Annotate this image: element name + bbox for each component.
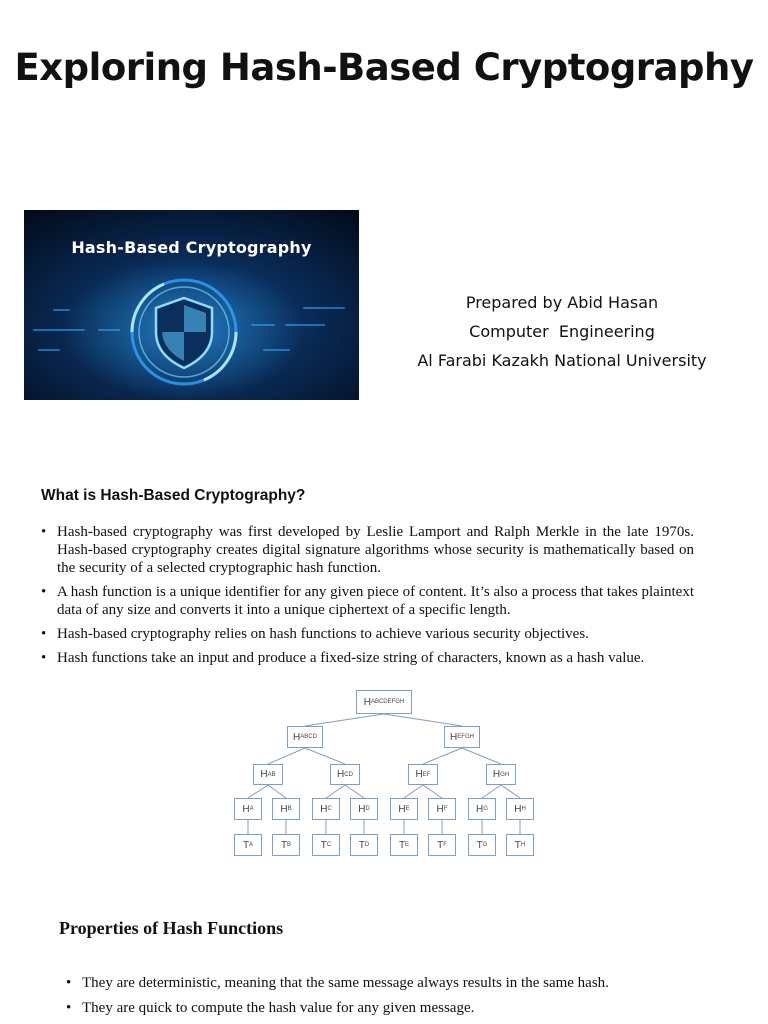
- tree-hash-node: [428, 798, 456, 820]
- tree-edge: [305, 748, 345, 764]
- node-subscript: E: [405, 842, 410, 848]
- tree-edge: [384, 714, 462, 726]
- node-label: H: [415, 769, 423, 780]
- tree-leaf-node: [428, 834, 456, 856]
- node-label: H: [337, 769, 345, 780]
- node-subscript: E: [405, 806, 410, 812]
- node-subscript: AB: [267, 771, 276, 778]
- node-subscript: CD: [344, 771, 353, 778]
- tree-hash-node: [330, 764, 360, 785]
- tree-hash-node: [444, 726, 480, 748]
- tree-edge: [501, 785, 520, 798]
- tree-edge: [462, 748, 501, 764]
- tree-hash-node: [272, 798, 300, 820]
- node-label: H: [476, 803, 484, 815]
- section-heading-properties: Properties of Hash Functions: [59, 918, 284, 938]
- node-label: H: [242, 803, 250, 815]
- tree-hash-node: [390, 798, 418, 820]
- tree-hash-node: [253, 764, 283, 785]
- node-subscript: B: [287, 842, 292, 848]
- node-label: H: [358, 803, 366, 815]
- tree-hash-node: [312, 798, 340, 820]
- tree-edge: [423, 785, 442, 798]
- node-subscript: F: [443, 806, 448, 812]
- node-label: H: [293, 731, 301, 743]
- tree-leaf-node: [234, 834, 262, 856]
- list-item: • A hash function is a unique identifier for any given piece of content. It’s also a process that takes plaintext data of any size and converts it into a unique ciphertext of a specific length.: [40, 583, 694, 619]
- node-label: T: [514, 839, 521, 851]
- node-label: T: [242, 839, 250, 851]
- tree-edge: [248, 785, 268, 798]
- node-subscript: ABCD: [300, 734, 317, 740]
- node-subscript: F: [443, 842, 447, 848]
- tree-hash-node: [350, 798, 378, 820]
- tree-hash-node: [234, 798, 262, 820]
- tree-edge: [404, 785, 423, 798]
- node-subscript: D: [365, 806, 370, 812]
- node-label: H: [260, 769, 268, 780]
- node-label: H: [514, 803, 522, 815]
- node-label: H: [450, 731, 458, 743]
- tree-edge: [268, 785, 286, 798]
- node-label: T: [320, 839, 327, 851]
- tree-hash-node: [468, 798, 496, 820]
- node-subscript: D: [364, 842, 370, 848]
- department: Computer Engineering: [469, 322, 655, 341]
- definition-list: [40, 523, 694, 673]
- node-label: H: [398, 803, 406, 815]
- node-subscript: ABCDEFGH: [370, 699, 405, 705]
- author-block: [392, 288, 732, 375]
- banner-caption: Hash-Based Cryptography: [71, 238, 312, 257]
- tree-hash-node: [506, 798, 534, 820]
- node-subscript: C: [327, 806, 332, 812]
- tree-edge: [268, 748, 305, 764]
- tree-edge: [423, 748, 462, 764]
- node-subscript: A: [249, 806, 254, 812]
- node-label: T: [358, 839, 365, 851]
- list-item: • Hash-based cryptography relies on hash functions to achieve various security objectives.: [40, 625, 694, 643]
- tree-edge: [345, 785, 364, 798]
- prepared-by: Prepared by Abid Hasan: [465, 293, 659, 312]
- node-subscript: H: [521, 806, 526, 812]
- node-label: H: [363, 696, 371, 708]
- banner-image: [24, 210, 359, 400]
- list-item: • Hash functions take an input and produce a fixed-size string of characters, known as a hash value.: [40, 649, 694, 667]
- node-subscript: G: [482, 842, 488, 848]
- node-subscript: EF: [422, 771, 431, 778]
- properties-list: [66, 974, 726, 1024]
- node-label: H: [280, 803, 288, 815]
- node-label: T: [280, 839, 288, 851]
- node-subscript: B: [287, 806, 292, 812]
- tree-hash-node: [356, 690, 412, 714]
- merkle-tree-diagram: [228, 688, 540, 864]
- tree-hash-node: [408, 764, 438, 785]
- node-subscript: EFGH: [457, 734, 474, 740]
- tree-leaf-node: [390, 834, 418, 856]
- node-subscript: G: [483, 806, 488, 812]
- node-label: H: [320, 803, 328, 815]
- node-label: T: [437, 839, 444, 851]
- list-item: • Hash-based cryptography was first developed by Leslie Lamport and Ralph Merkle in the late 1970s. Hash-based cryptography creates digital signature algorithms whose security is mathematically based on the security of a selected cryptographic hash function.: [40, 523, 694, 577]
- tree-hash-node: [287, 726, 323, 748]
- tree-edge: [305, 714, 384, 726]
- node-subscript: H: [520, 842, 526, 848]
- node-subscript: A: [249, 842, 254, 848]
- section-heading-what-is: What is Hash-Based Cryptography?: [41, 487, 306, 504]
- node-subscript: C: [326, 842, 332, 848]
- node-subscript: GH: [500, 771, 510, 778]
- tree-leaf-node: [272, 834, 300, 856]
- tree-leaf-node: [468, 834, 496, 856]
- node-label: H: [436, 803, 444, 815]
- node-label: T: [398, 839, 406, 851]
- list-item: • They are quick to compute the hash value for any given message.: [66, 999, 726, 1017]
- list-item: • They are deterministic, meaning that the same message always results in the same hash.: [66, 974, 726, 992]
- tree-leaf-node: [506, 834, 534, 856]
- node-label: T: [476, 839, 483, 851]
- tree-hash-node: [486, 764, 516, 785]
- tree-edge: [326, 785, 345, 798]
- page-title: Exploring Hash-Based Cryptography: [14, 46, 754, 89]
- university: Al Farabi Kazakh National University: [417, 351, 707, 370]
- tree-leaf-node: [312, 834, 340, 856]
- tree-leaf-node: [350, 834, 378, 856]
- node-label: H: [492, 769, 501, 780]
- tree-edge: [482, 785, 501, 798]
